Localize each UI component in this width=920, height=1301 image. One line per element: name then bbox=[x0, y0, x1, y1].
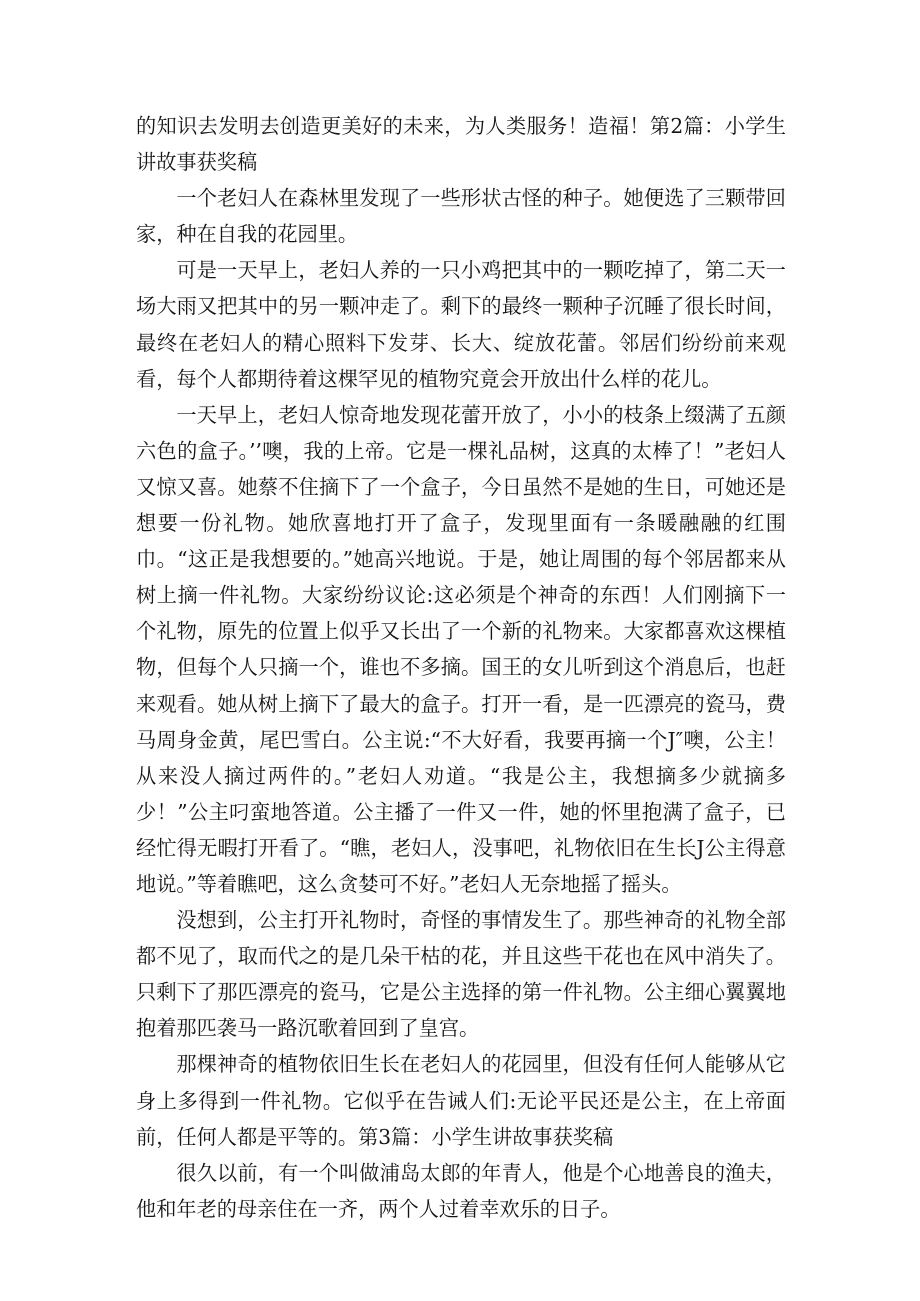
paragraph-4: 一天早上，老妇人惊奇地发现花蕾开放了，小小的枝条上缀满了五颜六色的盒子。’’噢，我的上帝。它是一棵礼品树，这真的太棒了！”老妇人又惊又喜。她蔡不住摘下了一个盒子，今日虽然不是她的生日，可她还是想要一份礼物。她欣喜地打开了盒子，发现里面有一条暖融融的红围巾。“这正是我想要的。”她高兴地说。于是，她让周围的每个邻居都来从树上摘一件礼物。大家纷纷议论:这必须是个神奇的东西！人们刚摘下一个礼物，原先的位置上似乎又长出了一个新的礼物来。大家都喜欢这棵植物，但每个人只摘一个，谁也不多摘。国王的女儿听到这个消息后，也赶来观看。她从树上摘下了最大的盒子。打开一看，是一匹漂亮的瓷马，费马周身金黄，尾巴雪白。公主说:“不大好看，我要再摘一个J″噢，公主！从来没人摘过两件的。”老妇人劝道。“我是公主，我想摘多少就摘多少！”公主叼蛮地答道。公主播了一件又一件，她的怀里抱满了盒子，已经忙得无暇打开看了。“瞧，老妇人，没事吧，礼物依旧在生长J公主得意地说。”等着瞧吧，这么贪婪可不好。”老妇人无奈地摇了摇头。 bbox=[136, 402, 786, 896]
paragraph-6: 那棵神奇的植物依旧生长在老妇人的花园里，但没有任何人能够从它身上多得到一件礼物。它似乎在告诫人们:无论平民还是公主，在上帝面前，任何人都是平等的。第3篇：小学生讲故事获奖稿 bbox=[136, 1052, 786, 1149]
paragraph-2: 一个老妇人在森林里发现了一些形状古怪的种子。她便选了三颗带回家，种在自我的花园里。 bbox=[136, 186, 786, 247]
document-body bbox=[136, 108, 786, 1227]
paragraph-1: 的知识去发明去创造更美好的未来，为人类服务！造福！第2篇：小学生讲故事获奖稿 bbox=[136, 114, 786, 175]
paragraph-7: 很久以前，有一个叫做浦岛太郎的年青人，他是个心地善良的渔夫，他和年老的母亲住在一齐，两个人过着幸欢乐的日子。 bbox=[136, 1160, 786, 1221]
paragraph-3: 可是一天早上，老妇人养的一只小鸡把其中的一颗吃掉了，第二天一场大雨又把其中的另一颗冲走了。剩下的最终一颗种子沉睡了很长时间，最终在老妇人的精心照料下发芽、长大、绽放花蕾。邻居们纷纷前来观看，每个人都期待着这棵罕见的植物究竟会开放出什么样的花儿。 bbox=[136, 258, 786, 391]
paragraph-5: 没想到，公主打开礼物时，奇怪的事情发生了。那些神奇的礼物全部都不见了，取而代之的是几朵干枯的花，并且这些干花也在风中消失了。只剩下了那匹漂亮的瓷马，它是公主选择的第一件礼物。公主细心翼翼地抱着那匹袭马一路沉歌着回到了皇宫。 bbox=[136, 908, 786, 1041]
